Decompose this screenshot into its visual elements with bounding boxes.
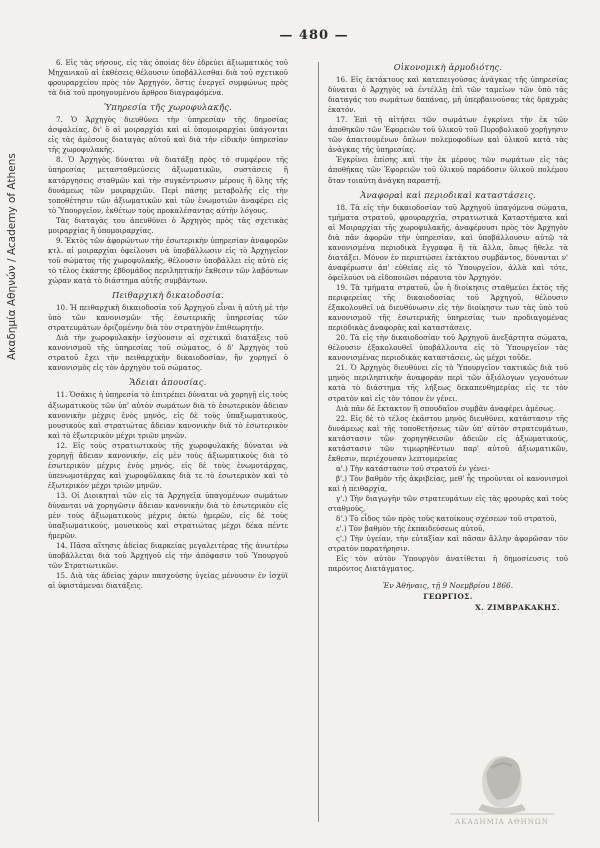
seal-text: ΑΚΑΔΗΜΙΑ ΑΘΗΝΩΝ <box>455 818 549 826</box>
signer-minister: Χ. ΖΙΜΒΡΑΚΑΚΗΣ. <box>475 603 560 613</box>
archive-watermark <box>6 40 22 360</box>
paragraph-15: 15. Διὰ τὰς ἀδείας χάριν πασχούσης ὑγείας μένουσιν ἐν ἰσχύϊ αἱ ὑφιστάμεναι διατάξεις. <box>48 571 288 591</box>
signature-block <box>328 580 568 613</box>
list-item-d: δ'.) Τὸ εἶδος τῶν πρὸς τοὺς κατοίκους σχέσεων τοῦ στρατοῦ, <box>336 514 557 524</box>
paragraph-8: 8. Ὁ Ἀρχηγὸς δύναται νὰ διατάξῃ πρὸς τὸ συμφέρον τῆς ὑπηρεσίας μετασταθμεύσεις ἀξιωματικῶν, συστάσεις ἢ κατάργησεις σταθμῶν καὶ τὴν συγκέντρωσιν μέρους ἢ ὅλης τῆς δυνάμεως τῶν μοιραρχιῶν. Περὶ πάσης μεταβολῆς εἰς τὴν τοποθέτησιν τῶν ἀξιωματικῶν καὶ τῶν ἐνωμοτιῶν ἀναφέρει εἰς τὸ Ὑπουργεῖον, ἐκθέτων τοὺς προκαλέσαντας αὐτὴν λόγους. <box>48 155 288 215</box>
decree-date: Ἐν Ἀθήναις, τῇ 9 Νοεμβρίου 1866. <box>382 581 514 591</box>
paragraph-10b: Διὰ τὴν χωροφυλακὴν ἰσχύουσιν αἱ σχετικαὶ διατάξεις τοῦ κανονισμοῦ τῆς ὑπηρεσίας τοῦ σώματος, ὁ δ' Ἀρχηγὸς τοῦ στρατοῦ ἔχει τὴν πειθαρχικὴν δικαιοδοσίαν, ἣν χορηγεῖ ὁ κανονισμὸς εἰς τὸν ἀρχηγὸν τοῦ σώματος. <box>48 333 288 373</box>
closing-paragraph: Εἰς τὸν αὐτὸν Ὑπουργὸν ἀνατίθεται ἡ δημοσίευσις τοῦ παρόντος Διατάγματος. <box>328 554 568 574</box>
heading-gendarmerie-service: Ὑπηρεσία τῆς χωροφυλακῆς. <box>103 102 233 113</box>
paragraph-6: 6. Εἰς τὰς νήσους, εἰς τὰς ὁποίας δὲν ἑδρεύει ἀξιωματικὸς τοῦ Μηχανικοῦ αἱ ἐκθέσεις θέλουσιν ὑποβάλλεσθαι διὰ τοῦ σχετικοῦ φρουραρχείου πρὸς τὸν Ἀρχηγόν, ὅστις ἐνεργεῖ συμφώνως πρὸς τὰ διὰ τοῦ προηγουμένου ἄρθρου διαγραφόμενα. <box>48 58 288 98</box>
paragraph-10: 10. Ἡ πειθαρχικὴ δικαιοδοσία τοῦ Ἀρχηγοῦ εἶναι ἡ αὐτὴ μὲ τὴν ὑπὸ τῶν κανονισμῶν τῆς ἐσωτερικῆς ὑπηρεσίας τῶν στρατευμάτων ὁριζομένην διὰ τὸν στρατηγὸν ἐπιθεωρητήν. <box>48 303 288 333</box>
paragraph-7: 7. Ὁ Ἀρχηγὸς διευθύνει τὴν ὑπηρεσίαν τῆς δημοσίας ἀσφαλείας, δι' ὃ αἱ μοιραρχίαι καὶ αἱ ὑπομοιραρχίαι ὑπάγονται εἰς τὰς ἀμέσους διαταγὰς αὐτοῦ καὶ διὰ τὴν εἰδικὴν ὑπηρεσίαν τῆς χωροφυλακῆς. <box>48 115 288 155</box>
paragraph-12: 12. Εἰς τοὺς στρατιωτικοὺς τῆς χωροφυλακῆς δύναται νὰ χορηγῇ ἄδειαν κανονικήν, εἰς μὲν τοὺς ἀξιωματικοὺς διὰ τὸ ἐσωτερικὸν μέχρις ἑνὸς μηνός, εἰς δὲ τοὺς ἐνωμοτάρχας, ὑπενωμοτάρχας καὶ χωροφύλακας διὰ τε τὸ ἐσωτερικὸν καὶ τὸ ἐξωτερικὸν μέχρι τριῶν μηνῶν. <box>48 440 288 490</box>
heading-disciplinary-jurisdiction: Πειθαρχικὴ δικαιοδοσία. <box>111 290 225 301</box>
paragraph-21b: Διὰ πᾶν δὲ ἔκτακτον ἢ σπουδαῖον συμβὰν ἀναφέρει ἀμέσως. <box>336 403 556 413</box>
academy-seal-logo <box>442 748 562 830</box>
paragraph-17b: Ἐγκρίνει ἐπίσης καὶ τὴν ἐκ μέρους τῶν σωμάτων εἰς τὰς ἀποθήκας τῶν Ἐφορειῶν τοῦ ὑλικοῦ παράδοσιν ὑλικοῦ πολέμου ὅταν τοιαύτη ἀνάγκη παραστῇ. <box>328 155 568 185</box>
heading-leave-of-absence: Ἄδειαι ἀπουσίας. <box>129 377 207 388</box>
right-column <box>328 58 568 613</box>
paragraph-22: 22. Εἰς δὲ τὸ τέλος ἑκάστου μηνὸς διευθύνει, κατάστασιν τῆς δυνάμεως καὶ τῆς τοποθετήσεως τῶν ὑπ' αὐτὸν στρατευμάτων, κατάστασιν τῶν χορηγηθεισῶν ἀδειῶν εἰς ἀξιωματικούς, κατάστασιν τῶν τιμωρηθέντων παρ' αὐτοῦ ἀξιωματικῶν, ἔκθεσιν, περιέχουσαν λεπτομερείας <box>328 413 568 463</box>
paragraph-9: 9. Ἐκτὸς τῶν ἀφορώντων τὴν ἐσωτερικὴν ὑπηρεσίαν ἀναφορῶν κτλ. αἱ μοιραρχίαι ὀφείλουσι νὰ ὑποβάλλωσιν εἰς τὸ Ἀρχηγεῖον τοῦ σώματος τῆς χωροφυλακῆς, θέλουσιν ὑποβάλλει εἰς αὐτὸ εἰς τὸ τέλος ἑκάστης ἑβδομάδος περιληπτικὴν ἔκθεσιν τῶν λαβόντων χώραν κατὰ τὸ διάστημα αὐτῆς συμβάντων. <box>48 235 288 285</box>
paragraph-16: 16. Εἰς ἐκτάκτους καὶ κατεπειγούσας ἀνάγκας τῆς ὑπηρεσίας δύναται ὁ Ἀρχηγὸς νὰ ἐντέλλῃ ἐπὶ τῶν ταμείων τῶν ὑπὸ τὰς διαταγάς του σωμάτων δαπάνας, μὴ ὑπερβαινούσας τὰς δραχμὰς ἑκατόν. <box>328 75 568 115</box>
list-item-c: γ'.) Τὴν διαγωγὴν τῶν στρατευμάτων εἰς τὰς φρουρὰς καὶ τοὺς σταθμούς, <box>328 493 568 514</box>
list-item-a: α'.) Τὴν κατάστασιν τοῦ στρατοῦ ἐν γένει· <box>336 463 490 473</box>
watermark-text: Ακαδημία Αθηνών / Academy of Athens <box>6 153 18 360</box>
left-column <box>48 58 288 591</box>
heading-financial-competence: Οἰκονομικὴ ἁρμοδιότης. <box>393 62 503 72</box>
column-divider <box>318 62 319 822</box>
signer-king: ΓΕΩΡΓΙΟΣ. <box>423 592 473 602</box>
list-item-e: ε'.) Τὸν βαθμὸν τῆς ἐκπαιδεύσεως αὐτοῦ, <box>336 524 485 534</box>
list-item-f: ς'.) Τὴν ὑγείαν, τὴν εὐταξίαν καὶ πᾶσαν ἄλλην ἀφορῶσαν τὸν στρατὸν παρατήρησιν. <box>328 534 568 554</box>
paragraph-8b: Τὰς διαταγὰς του ἀπευθύνει ὁ Ἀρχηγὸς πρὸς τὰς σχετικὰς μοιραρχίας ἢ ὑπομοιραρχίας. <box>48 215 288 235</box>
page-number: — 480 — <box>279 28 349 43</box>
document-page <box>44 18 584 838</box>
paragraph-21: 21. Ὁ Ἀρχηγὸς διευθύνει εἰς τὸ Ὑπουργεῖον τακτικῶς διὰ τοῦ μηνὸς περιληπτικὴν ἀναφορὰν περὶ τῶν ἀξιόλογων γεγονότων κατὰ τὸ διάστημα τῆς λήξεως δεκαπενθημερίας εἰς τε τὸν στρατὸν καὶ εἰς τὸν τόπον ἐν γένει. <box>328 363 568 403</box>
paragraph-11: 11. Ὁσάκις ἡ ὑπηρεσία τὸ ἐπιτρέπει δύναται νὰ χορηγῇ εἰς τοὺς ἀξιωματικοὺς τῶν ὑπ' αὐτὸν σωμάτων διὰ τὸ ἐσωτερικὸν ἄδειαν κανονικὴν μέχρις ἑνὸς μηνός, εἰς δὲ τοὺς ὑπαξιωματικούς, μουσικοὺς καὶ στρατιώτας ἄδειαν κανονικὴν διὰ τὸ ἐσωτερικὸν καὶ τὸ ἐξωτερικὸν μέχρι τριῶν μηνῶν. <box>48 390 288 440</box>
paragraph-14: 14. Πᾶσα αἴτησις ἀδείας διαρκείας μεγαλειτέρας τῆς ἀνωτέρω ὑποβάλλεται διὰ τοῦ Ἀρχηγοῦ εἰς τὴν ἀπόφασιν τοῦ Ὑπουργοῦ τῶν Στρατιωτικῶν. <box>48 541 288 571</box>
paragraph-19: 19. Τὰ τμήματα στρατοῦ, ὧν ἡ διοίκησις σταθμεύει ἐκτὸς τῆς περιφερείας τῆς δικαιοδοσίας τοῦ Ἀρχηγοῦ, θέλουσιν ἐξακολουθεῖ νὰ διευθύνωσιν εἰς τὴν διοίκησιν των τὰς ὑπὸ τοῦ κανονισμοῦ τῆς ἐσωτερικῆς ὑπηρεσίας των προδιαγομένας περιοδικὰς ἀναφορὰς καὶ καταστάσεις. <box>328 282 568 333</box>
paragraph-17: 17. Ἐπὶ τῇ αἰτήσει τῶν σωμάτων ἐγκρίνει τὴν ἐκ τῶν ἀποθηκῶν τῶν Ἐφορειῶν τοῦ ὑλικοῦ τοῦ Πυροβολικοῦ χορήγησιν τῶν ἀπαιτουμένων ὅπλων πολεμοφοδίων καὶ ὑλικοῦ κατὰ τὰς ἀνάγκας τῆς ὑπηρεσίας. <box>328 115 568 155</box>
paragraph-20: 20. Τὰ εἰς τὴν δικαιοδοσίαν τοῦ Ἀρχηγοῦ ἀνεξάρτητα σώματα, θέλουσιν ἐξακολουθεῖ ὑποβάλλοντα εἰς τὸ Ὑπουργεῖον τὰς κανονισμένας περιοδικὰς καταστάσεις, ὡς μέχρι τοῦδε. <box>328 333 568 363</box>
paragraph-13: 13. Οἱ Διοικηταὶ τῶν εἰς τὰ Ἀρχηγεῖα ὑπαγομένων σωμάτων δύνανται νὰ χορηγῶσιν ἄδειαν κανονικὴν διὰ τὸ ἐσωτερικὸν εἰς μὲν τοὺς ἀξιωματικοὺς μέχρις ὀκτὼ ἡμερῶν, εἰς δὲ τοὺς ὑπαξιωματικούς, μουσικοὺς καὶ στρατιώτας μέχρι δέκα πέντε ἡμερῶν. <box>48 490 288 541</box>
heading-reports: Ἀναφοραὶ καὶ περιοδικαὶ καταστάσεις. <box>360 189 536 200</box>
paragraph-18: 18. Τὰ εἰς τὴν δικαιοδοσίαν τοῦ Ἀρχηγοῦ ὑπαγόμενα σώματα, τμήματα στρατοῦ, φρουραρχεῖα, στρατιωτικὰ Καταστήματα καὶ αἱ Μοιραρχίαι τῆς χωροφυλακῆς, ἀναφέρουσι πρὸς τὸν Ἀρχηγὸν διὰ πᾶν ἀφορῶν τὴν ὑπηρεσίαν, καὶ ὑποβάλλουσιν αὐτῷ τὰ κανονισμένα περιοδικὰ ἔγγραφα ἢ τὰ ἄλλα, ὅπως ἤθελε τὰ διατάξει. Μόνον ἐν περιπτώσει ἐκτάκτου συμβάντος, δύνανται ν' ἀναφέρωσιν ἀπ' εὐθείας εἰς τὸ Ὑπουργεῖον, ἀλλὰ καὶ τότε, ὀφείλουσι νὰ εἰδοποιῶσι πάραυτα τὸν Ἀρχηγόν. <box>328 202 568 282</box>
list-item-b: β'.) Τὸν βαθμὸν τῆς ἀκριβείας, μεθ' ἧς τηροῦνται οἱ κανονισμοὶ καὶ ἡ πειθαρχία, <box>328 473 568 493</box>
